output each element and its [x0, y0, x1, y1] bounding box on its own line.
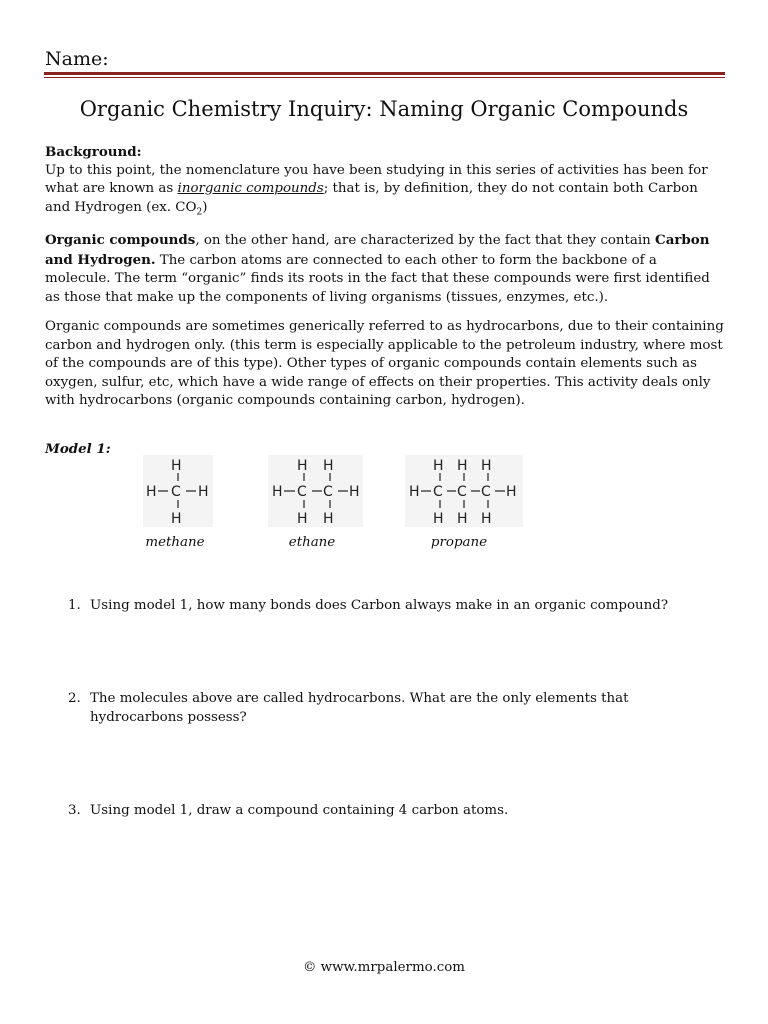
question-item — [68, 597, 708, 616]
inorganic-compounds-term: inorganic compounds — [177, 181, 324, 196]
ethane-structure — [268, 455, 363, 527]
atom-label: H — [171, 458, 182, 474]
hydrocarbons-paragraph: Organic compounds are sometimes generically referred to as hydrocarbons, due to their containing carbon and hydrogen only. (this term is especially applicable to the petroleum industry, where most of the compounds are of this type). Other types of organic compounds contain elements such as oxygen, sulfur, etc, which have a wide range of effects on their properties. This activity deals only with hydrocarbons (organic compounds containing carbon, hydrogen). — [45, 319, 724, 408]
atom-label: C — [171, 484, 181, 500]
model-1-label: Model 1: — [45, 441, 111, 457]
organic-text-c: The carbon atoms are connected to each other to form the backbone of a molecule. The term “organic” finds its roots in the fact that these compounds were first identified as those that make up the components of living organisms (tissues, enzymes, etc.). — [45, 252, 710, 305]
page-title: Organic Chemistry Inquiry: Naming Organic Compounds — [79, 97, 689, 121]
atom-label: H — [457, 511, 468, 527]
question-text: Using model 1, draw a compound containing 4 carbon atoms. — [90, 803, 509, 818]
atom-label: C — [323, 484, 333, 500]
organic-paragraph — [45, 231, 725, 307]
background-heading: Background: — [45, 144, 142, 160]
background-text-b: ; that is, by definition, they do not contain both Carbon and Hydrogen (ex. CO — [45, 181, 698, 215]
question-item — [68, 690, 708, 727]
atom-label: H — [409, 484, 420, 500]
question-number: 3. — [68, 803, 81, 818]
background-paragraph — [45, 143, 725, 222]
background-text-c: ) — [202, 199, 208, 215]
atom-label: C — [433, 484, 443, 500]
atom-label: H — [323, 511, 334, 527]
atom-label: C — [457, 484, 467, 500]
atom-label: H — [506, 484, 517, 500]
question-number: 1. — [68, 598, 81, 613]
footer-copyright: © www.mrpalermo.com — [302, 960, 465, 975]
atom-label: H — [198, 484, 209, 500]
atom-label: H — [457, 458, 468, 474]
question-number: 2. — [68, 691, 81, 706]
atom-label: H — [433, 511, 444, 527]
methane-label: methane — [145, 535, 205, 550]
header-rule-thin — [44, 77, 725, 78]
propane-label: propane — [430, 535, 488, 550]
atom-label: H — [433, 458, 444, 474]
organic-compounds-term: Organic compounds — [45, 232, 196, 248]
propane-svg — [405, 455, 523, 527]
atom-label: H — [323, 458, 334, 474]
atom-label: H — [349, 484, 360, 500]
atom-label: H — [171, 511, 182, 527]
atom-label: H — [146, 484, 157, 500]
question-text: The molecules above are called hydrocarbons. What are the only elements that hydrocarbons possess? — [90, 691, 629, 725]
methane-svg — [143, 455, 213, 527]
atom-label: H — [297, 511, 308, 527]
ethane-label: ethane — [288, 535, 336, 550]
name-label: Name: — [45, 48, 109, 70]
atom-label: H — [481, 511, 492, 527]
atom-label: H — [481, 458, 492, 474]
methane-structure — [143, 455, 213, 527]
propane-structure — [405, 455, 523, 527]
question-text: Using model 1, how many bonds does Carbon always make in an organic compound? — [90, 598, 669, 613]
atom-label: H — [297, 458, 308, 474]
background-text-a: Up to this point, the nomenclature you have been studying in this series of activities has been for what are known as — [45, 162, 708, 196]
atom-label: H — [272, 484, 283, 500]
header-rule-thick — [44, 72, 725, 75]
co2-subscript: 2 — [196, 207, 203, 218]
atom-label: C — [297, 484, 307, 500]
organic-text-a: , on the other hand, are characterized by the fact that they contain — [195, 233, 656, 248]
atom-label: C — [481, 484, 491, 500]
question-item — [68, 802, 708, 821]
ethane-svg — [268, 455, 363, 527]
carbon-hydrogen-bold: Carbon and Hydrogen. — [45, 232, 710, 268]
